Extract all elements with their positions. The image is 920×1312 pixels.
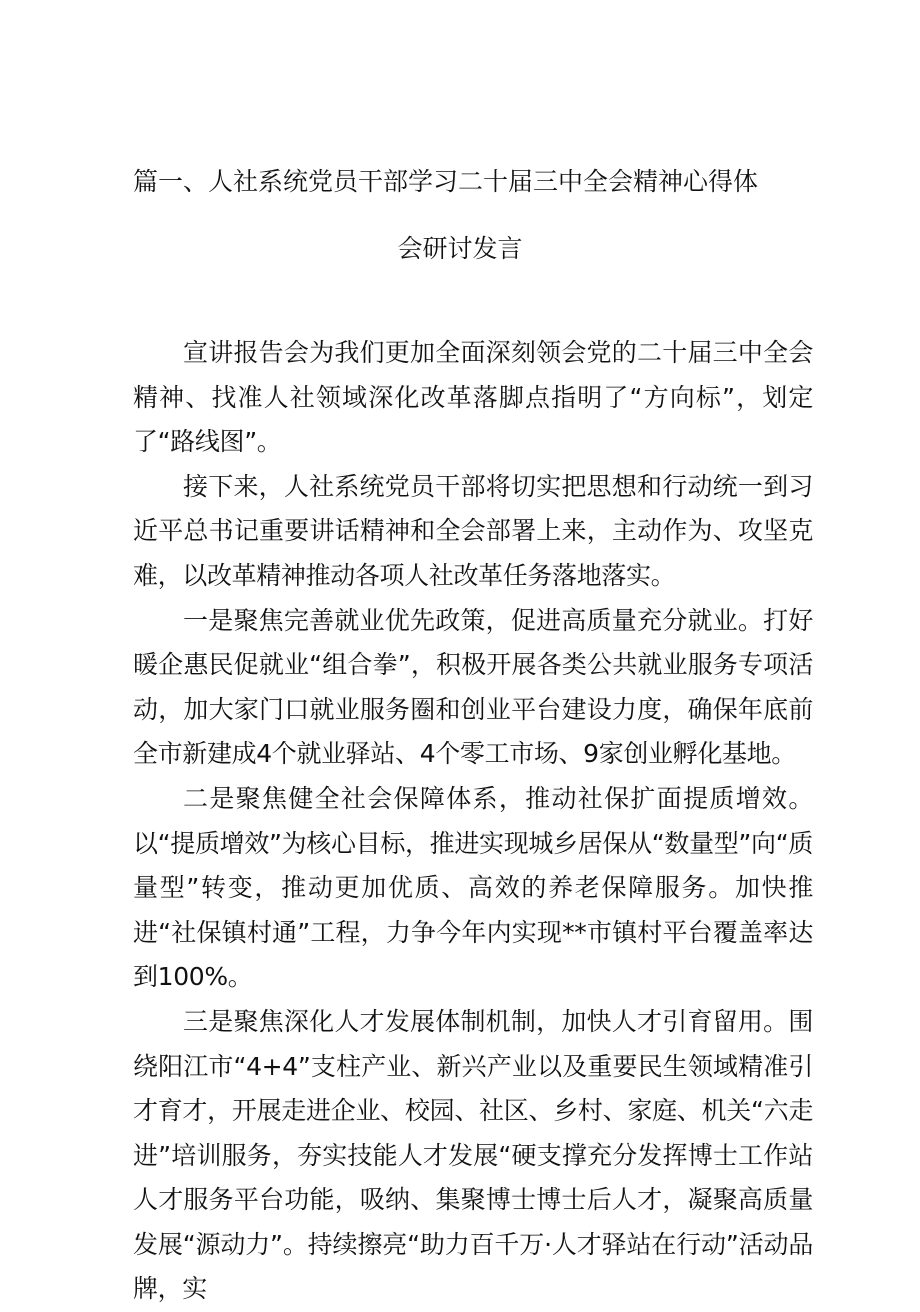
document-title-line-1: 篇一、人社系统党员干部学习二十届三中全会精神心得体 <box>133 167 759 196</box>
document-body <box>133 331 813 1312</box>
paragraph-4: 二是聚焦健全社会保障体系，推动社保扩面提质增效。以“提质增效”为核心目标，推进实现城乡居保从“数量型”向“质量型”转变，推动更加优质、高效的养老保障服务。加快推进“社保镇村通”工程，力争今年内实现**市镇村平台覆盖率达到100%。 <box>133 783 813 992</box>
paragraph-3: 一是聚焦完善就业优先政策，促进高质量充分就业。打好暖企惠民促就业“组合拳”，积极开展各类公共就业服务专项活动，加大家门口就业服务圈和创业平台建设力度，确保年底前全市新建成4个就业驿站、4个零工市场、9家创业孵化基地。 <box>133 605 813 769</box>
document-title-line-2: 会研讨发言 <box>397 234 523 263</box>
paragraph-5: 三是聚焦深化人才发展体制机制，加快人才引育留用。围绕阳江市“4+4”支柱产业、新兴产业以及重要民生领域精准引才育才，开展走进企业、校园、社区、乡村、家庭、机关“六走进”培训服务，夯实技能人才发展“硬支撑充分发挥博士工作站人才服务平台功能，吸纳、集聚博士博士后人才，凝聚高质量发展“源动力”。持续擦亮“助力百千万·人才驿站在行动”活动品牌，实 <box>133 1006 813 1304</box>
paragraph-2: 接下来，人社系统党员干部将切实把思想和行动统一到习近平总书记重要讲话精神和全会部署上来，主动作为、攻坚克难，以改革精神推动各项人社改革任务落地落实。 <box>133 471 813 590</box>
paragraph-1: 宣讲报告会为我们更加全面深刻领会党的二十届三中全会精神、找准人社领域深化改革落脚点指明了“方向标”，划定了“路线图”。 <box>133 338 813 457</box>
